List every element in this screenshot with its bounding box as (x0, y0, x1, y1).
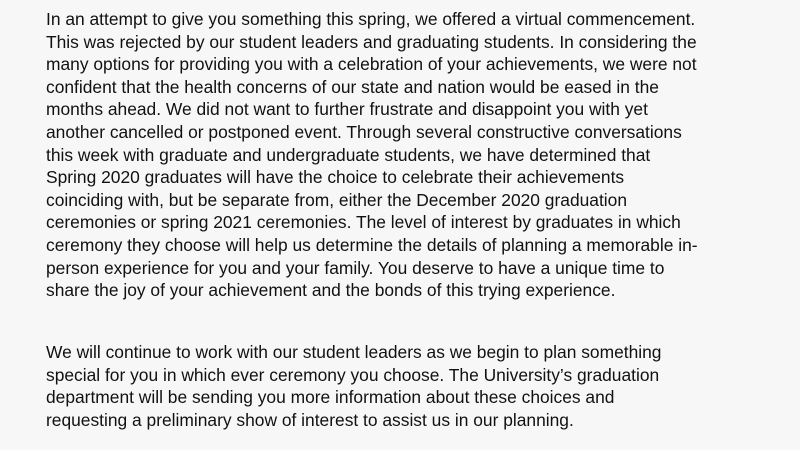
text-line: this week with graduate and undergraduate students, we have determined that (46, 144, 651, 165)
text-line: In an attempt to give you something this spring, we offered a virtual commencement. (46, 9, 696, 29)
text-line: requesting a preliminary show of interest to assist us in our planning. (46, 409, 574, 430)
text-line: share the joy of your achievement and the bonds of this trying experience. (46, 280, 616, 301)
text-line: We will continue to work with our student leaders as we begin to plan something (46, 342, 662, 362)
paragraph-next-steps (46, 341, 776, 431)
text-line: ceremony they choose will help us determine the details of planning a memorable in- (46, 234, 698, 255)
text-line: confident that the health concerns of our state and nation would be eased in the (46, 76, 659, 97)
text-line: another cancelled or postponed event. Through several constructive conversations (46, 121, 682, 142)
text-line: ceremonies or spring 2021 ceremonies. The level of interest by graduates in which (46, 212, 681, 233)
text-line: department will be sending you more information about these choices and (46, 387, 615, 408)
text-line: This was rejected by our student leaders and graduating students. In considering the (46, 31, 697, 52)
paragraph-commencement-decision (46, 8, 776, 302)
text-line: many options for providing you with a celebration of your achievements, we were not (46, 54, 697, 75)
text-line: person experience for you and your family. You deserve to have a unique time to (46, 257, 665, 278)
text-line: special for you in which ever ceremony you choose. The University’s graduation (46, 364, 660, 385)
text-line: coinciding with, but be separate from, either the December 2020 graduation (46, 189, 627, 210)
text-line: months ahead. We did not want to further frustrate and disappoint you with yet (46, 99, 648, 120)
text-line: Spring 2020 graduates will have the choice to celebrate their achievements (46, 167, 625, 188)
